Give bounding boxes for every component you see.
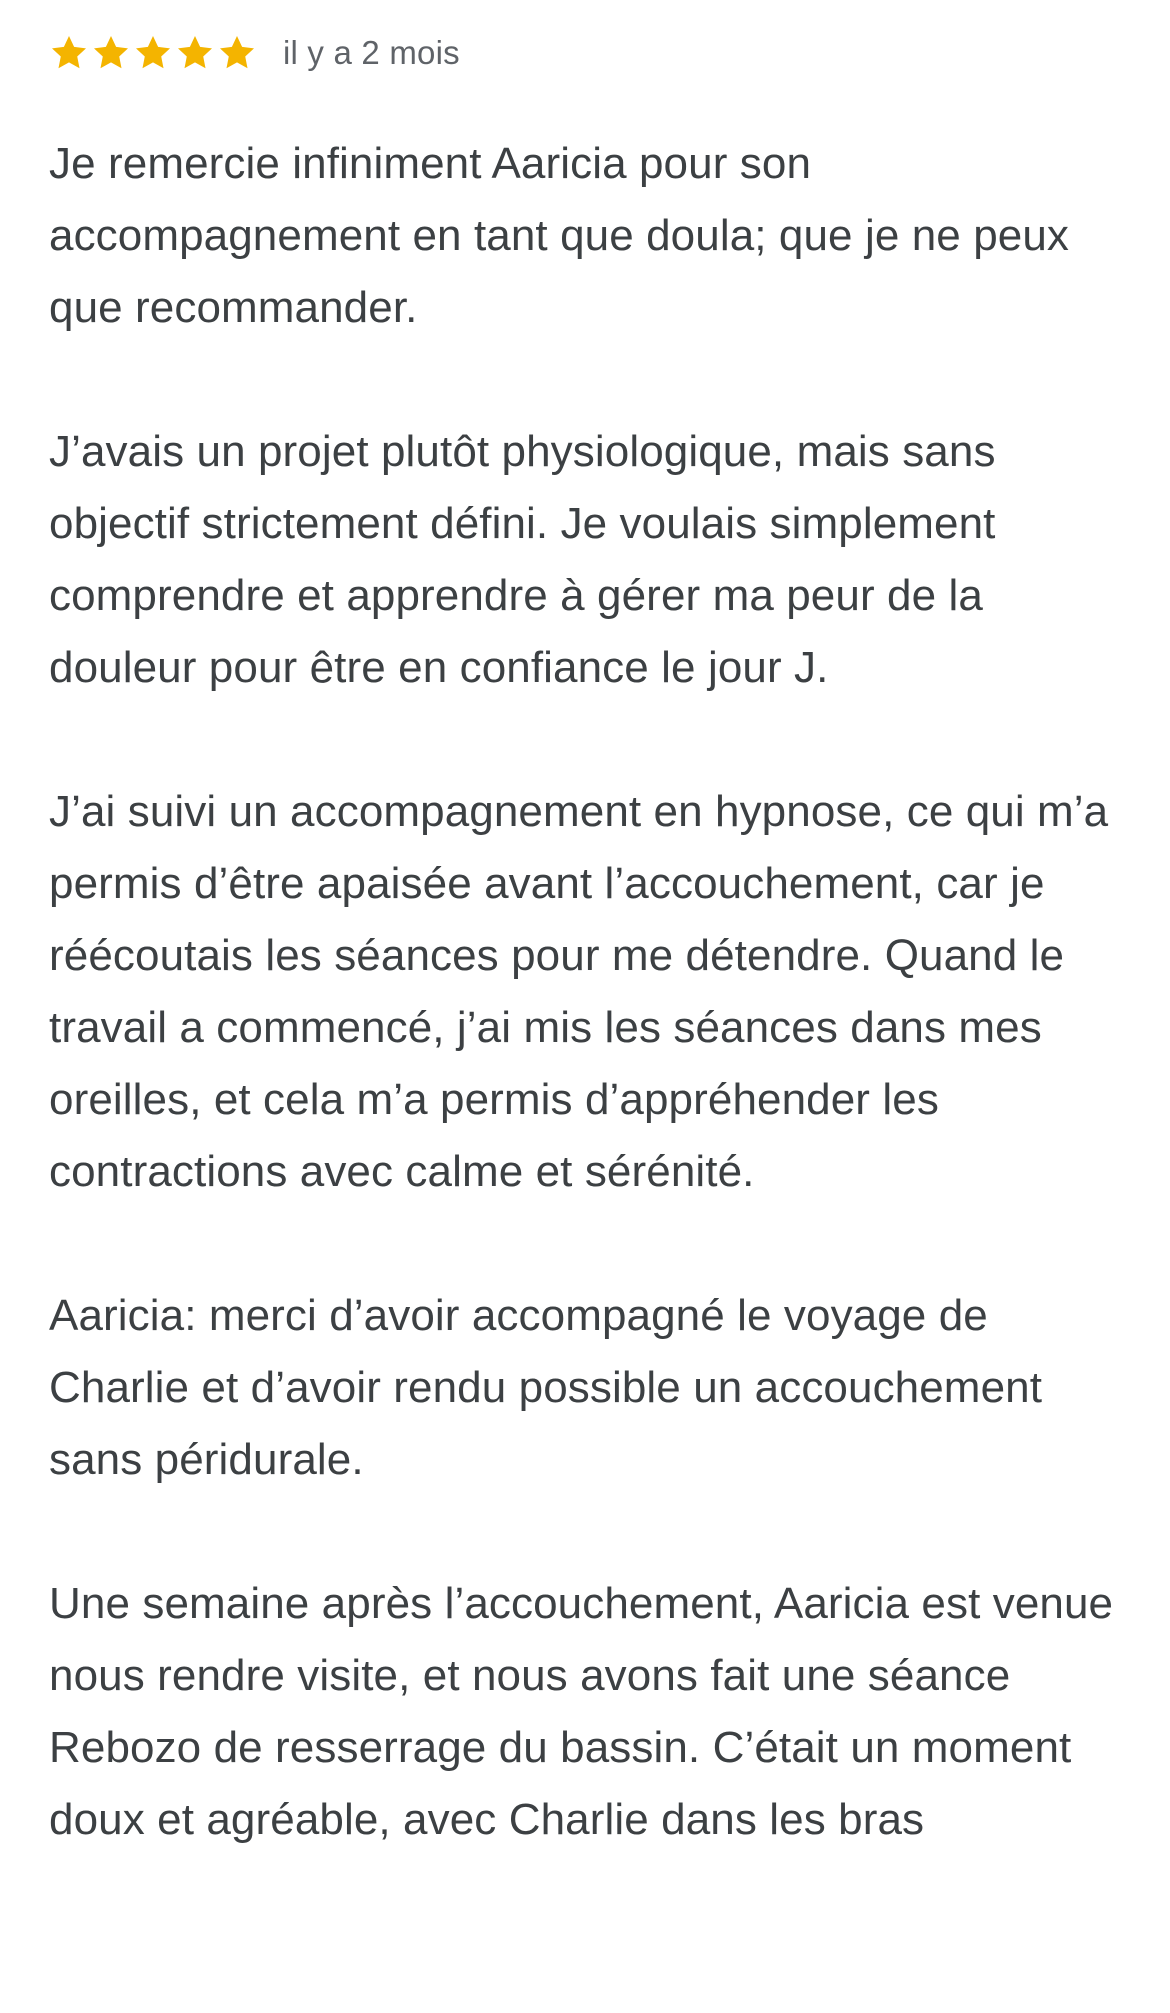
review-paragraph: J’avais un projet plutôt physiologique, mais sans objectif strictement défini. Je voulais simplement comprendre et apprendre à gérer ma peur de la douleur pour être en confiance le jour J. <box>49 427 996 692</box>
review-header <box>49 30 1121 76</box>
star-icon <box>217 33 257 73</box>
star-icon <box>49 33 89 73</box>
review-paragraph: Je remercie infiniment Aaricia pour son accompagnement en tant que doula; que je ne peux que recommander. <box>49 139 1070 332</box>
star-icon <box>91 33 131 73</box>
review-paragraph: Une semaine après l’accouchement, Aaricia est venue nous rendre visite, et nous avons fait une séance Rebozo de resserrage du bassin. C’était un moment doux et agréable, avec Charlie dans les bras <box>49 1579 1114 1844</box>
review-date: il y a 2 mois <box>283 34 460 71</box>
review-paragraph: Aaricia: merci d’avoir accompagné le voyage de Charlie et d’avoir rendu possible un accouchement sans péridurale. <box>49 1291 1043 1484</box>
star-icon <box>133 33 173 73</box>
star-rating <box>49 33 257 73</box>
review-text <box>49 128 1124 1856</box>
review-paragraph: J’ai suivi un accompagnement en hypnose, ce qui m’a permis d’être apaisée avant l’accouchement, car je réécoutais les séances pour me détendre. Quand le travail a commencé, j’ai mis les séances dans mes oreilles, et cela m’a permis d’appréhender les contractions avec calme et sérénité. <box>49 787 1109 1196</box>
star-icon <box>175 33 215 73</box>
